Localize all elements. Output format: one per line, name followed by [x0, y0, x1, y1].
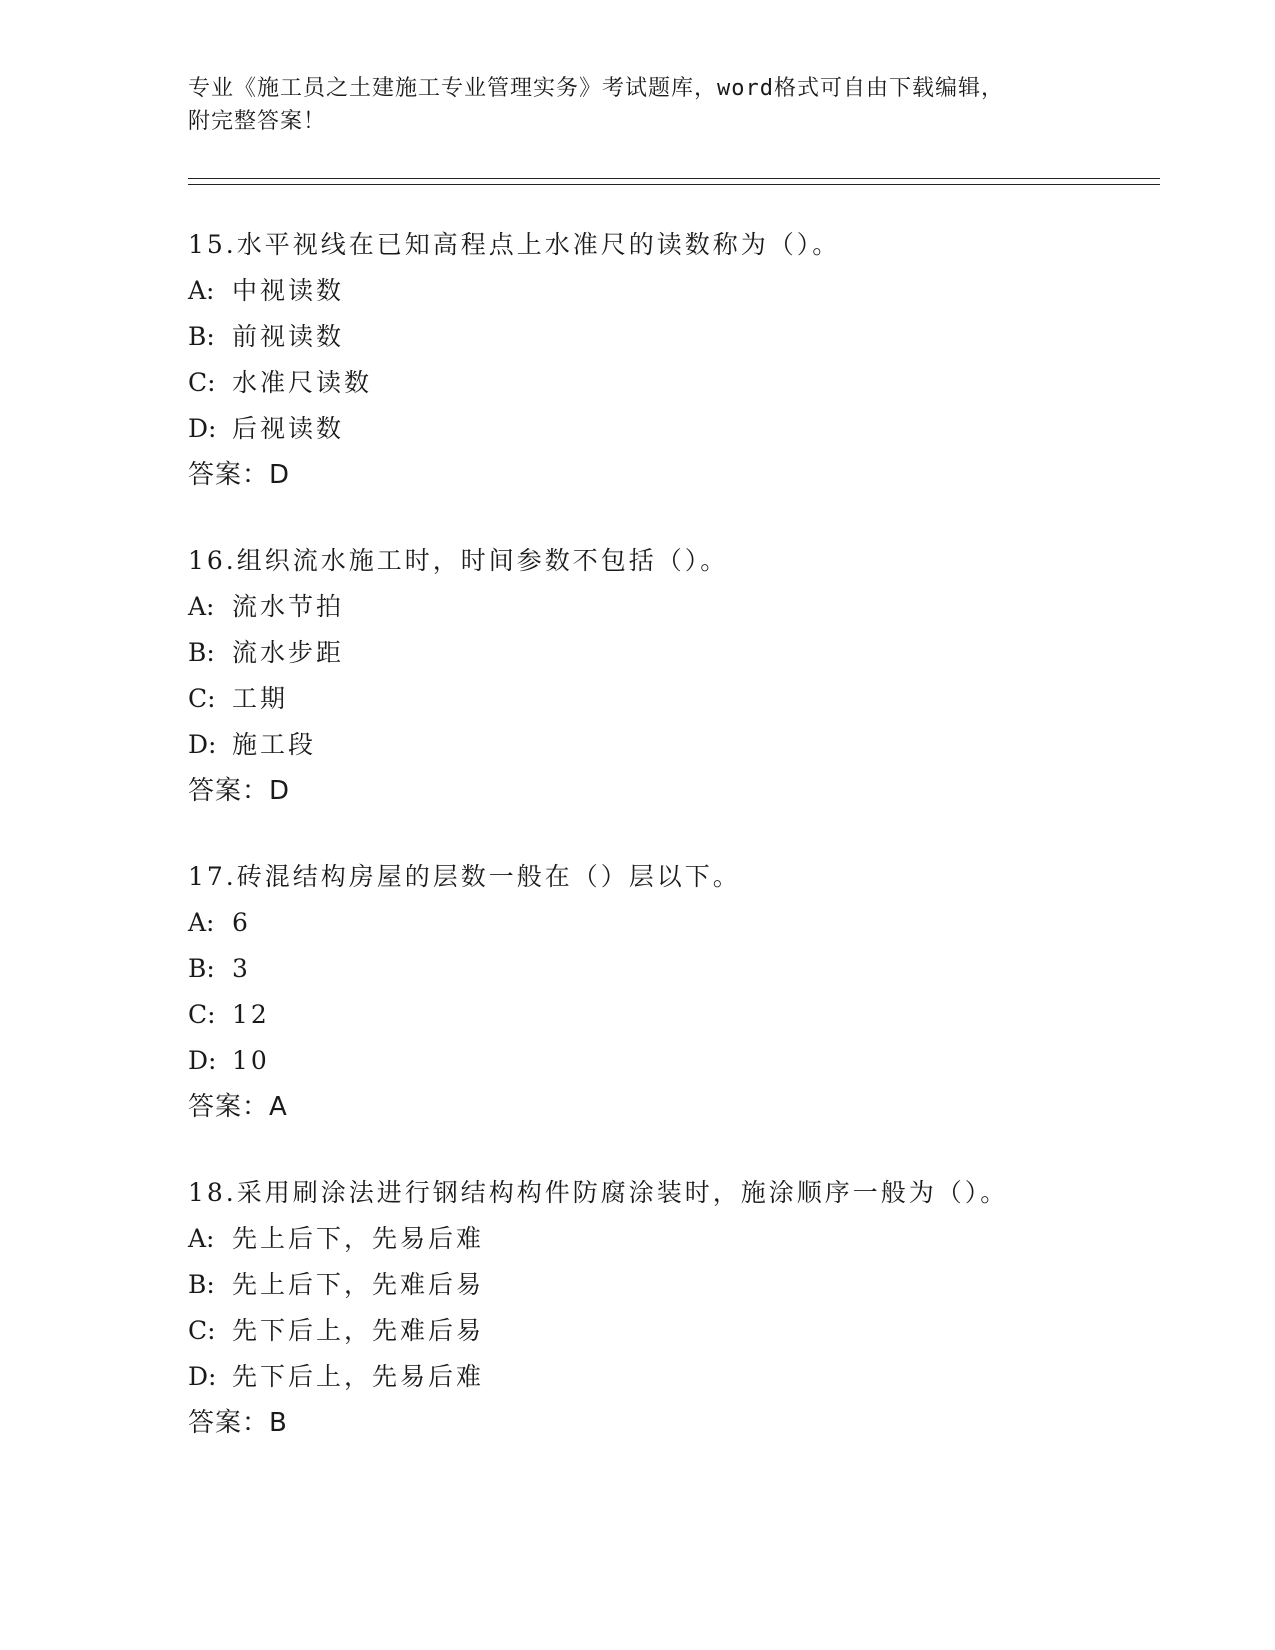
option-text: 先上后下，先难后易	[232, 1270, 485, 1299]
question-16	[188, 546, 1188, 822]
option-letter: D:	[188, 1046, 217, 1075]
option-c	[188, 368, 1188, 414]
option-letter: B:	[188, 954, 215, 983]
option-d	[188, 1046, 1188, 1092]
option-a	[188, 592, 1188, 638]
option-c	[188, 684, 1188, 730]
option-text: 先下后上，先难后易	[232, 1316, 485, 1345]
option-letter: D:	[188, 730, 217, 759]
option-text: 中视读数	[232, 276, 345, 305]
option-c	[188, 1316, 1188, 1362]
option-d	[188, 1362, 1188, 1408]
option-letter: A:	[188, 1224, 215, 1253]
option-letter: C:	[188, 1000, 216, 1029]
option-a	[188, 1224, 1188, 1270]
option-b	[188, 1270, 1188, 1316]
question-17	[188, 862, 1188, 1138]
question-title: 16.组织流水施工时，时间参数不包括（）。	[188, 546, 729, 575]
option-text: 后视读数	[232, 414, 345, 443]
option-text: 流水步距	[232, 638, 345, 667]
option-text: 先下后上，先易后难	[232, 1362, 485, 1391]
option-text: 先上后下，先易后难	[232, 1224, 485, 1253]
option-letter: D:	[188, 414, 217, 443]
question-15	[188, 230, 1188, 506]
option-letter: C:	[188, 684, 216, 713]
option-d	[188, 414, 1188, 460]
option-text: 6	[232, 908, 251, 937]
answer: 答案：A	[188, 1092, 288, 1122]
question-title: 15.水平视线在已知高程点上水准尺的读数称为（）。	[188, 230, 841, 259]
header-divider	[188, 178, 1160, 185]
answer: 答案：B	[188, 1408, 288, 1438]
option-a	[188, 908, 1188, 954]
option-text: 3	[232, 954, 251, 983]
option-text: 水准尺读数	[232, 368, 373, 397]
option-text: 12	[232, 1000, 270, 1029]
option-a	[188, 276, 1188, 322]
option-letter: B:	[188, 638, 215, 667]
option-letter: D:	[188, 1362, 217, 1391]
question-18	[188, 1178, 1188, 1454]
document-header	[188, 72, 1088, 138]
option-text: 前视读数	[232, 322, 345, 351]
option-c	[188, 1000, 1188, 1046]
option-text: 施工段	[232, 730, 317, 759]
option-b	[188, 638, 1188, 684]
answer: 答案：D	[188, 460, 291, 490]
answer: 答案：D	[188, 776, 291, 806]
option-letter: A:	[188, 592, 215, 621]
header-line-1: 专业《施工员之土建施工专业管理实务》考试题库，word格式可自由下载编辑，	[188, 76, 1004, 101]
option-letter: B:	[188, 322, 215, 351]
option-letter: C:	[188, 368, 216, 397]
option-b	[188, 322, 1188, 368]
option-d	[188, 730, 1188, 776]
option-letter: A:	[188, 276, 215, 305]
option-b	[188, 954, 1188, 1000]
option-letter: B:	[188, 1270, 215, 1299]
question-title: 18.采用刷涂法进行钢结构构件防腐涂装时，施涂顺序一般为（）。	[188, 1178, 1009, 1207]
option-text: 10	[232, 1046, 270, 1075]
option-text: 工期	[232, 684, 289, 713]
header-line-2: 附完整答案！	[188, 109, 327, 134]
question-title: 17.砖混结构房屋的层数一般在（）层以下。	[188, 862, 741, 891]
option-text: 流水节拍	[232, 592, 345, 621]
option-letter: C:	[188, 1316, 216, 1345]
option-letter: A:	[188, 908, 215, 937]
